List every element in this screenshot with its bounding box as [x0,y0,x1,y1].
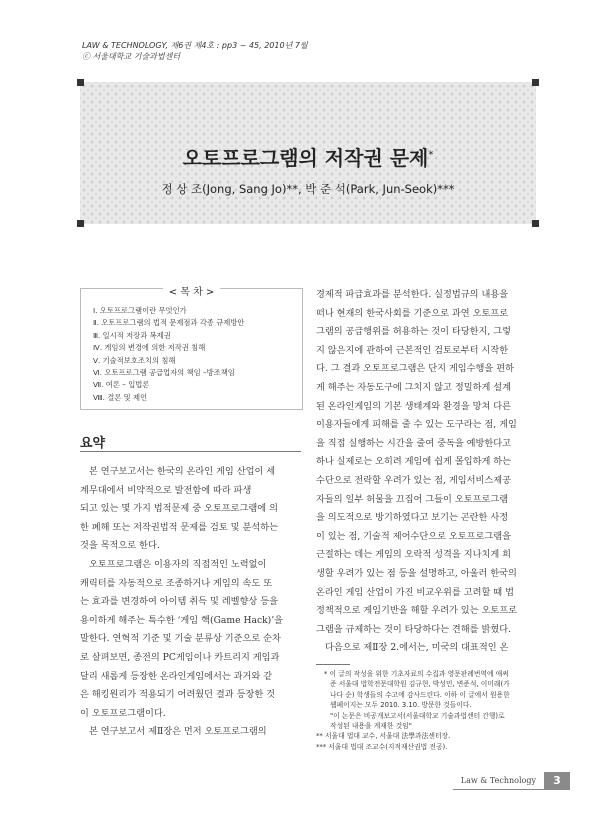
toc-item: Ⅰ. 오토프로그램이란 무엇인가 [93,306,187,315]
body-line: 다. 그 결과 오토프로그램은 단지 게임수행을 편하 [316,363,514,375]
body-line: 정책적으로 게임기반을 해할 우려가 있는 오토프로 [316,605,517,617]
body-line: 게 해주는 자동도구에 그치지 않고 정밀하게 설계 [316,381,512,393]
body-line: 그램을 규제하는 것이 타당하다는 견해를 밝혔다. [316,623,512,635]
running-header [82,40,308,62]
body-line: 지 않은지에 관하여 근본적인 검토로부터 시작한 [316,344,509,356]
body-line: 을 의도적으로 방기하였다고 보기는 곤란한 사정 [316,512,509,524]
body-line: 한 폐해 또는 저작권법적 문제를 검토 및 분석하는 [80,521,278,533]
body-line: 것을 목적으로 한다. [80,540,160,552]
body-line: 되고 있는 몇 가지 법적문제 중 오토프로그램에 의 [80,503,278,515]
body-line: 계무대에서 비약적으로 발전함에 따라 파생 [80,484,252,496]
body-line: 떠나 현재의 한국사회를 기준으로 과연 오토프로 [316,307,509,319]
body-line: 하나 실제로는 오히려 게임에 쉽게 몰입하게 하는 [316,456,512,468]
body-line: 말한다. 연혁적 기준 및 기술 분류상 기준으로 순차 [80,633,281,645]
abstract-divider [80,451,301,452]
title-banner [80,82,536,224]
footer-journal-name: Law & Technology [453,773,544,790]
body-line: 는 효과를 변경하여 아이템 취득 및 레벨향상 등을 [80,596,278,608]
article-authors: 정 상 조(Jong, Sang Jo)**, 박 준 석(Park, Jun-Seok)*** [161,182,455,196]
corner-mark [532,79,539,86]
table-of-contents [80,288,303,410]
toc-item: Ⅴ. 기술적보호조치의 침해 [93,355,176,365]
corner-mark [77,79,84,86]
body-line: 수단으로 전락할 우려가 있는 점, 게임서비스제공 [316,474,512,486]
body-line: 경제적 파급효과를 분석한다. 실정법규의 내용을 [316,289,509,300]
body-line: 을 직접 실행하는 시간을 줄여 중독을 예방한다고 [316,437,512,449]
page-number: 3 [544,772,570,790]
body-line: 이 있는 점, 기술적 제어수단으로 오토프로그램을 [316,530,512,542]
footnote-line: "이 논문은 비공개보고서(서울대학교 기술과법센터 간행)로 [330,711,505,720]
footnote-line: 나다 순) 학생들의 수고에 감사드린다. 이하 이 글에서 원용한 [330,690,510,699]
toc-item: Ⅵ. 오토프로그램 공급업자의 책임 –방조책임 [93,368,235,378]
corner-mark [77,220,84,227]
copyright-notice: ⓒ 서울대학교 기술과법센터 [82,52,181,61]
body-line: 생할 우려가 있는 점 등을 설명하고, 아울러 한국의 [316,567,517,579]
body-line: 로 살펴보면, 종전의 PC게임이나 카트리지 게임과 [80,651,280,663]
toc-item: Ⅷ. 결론 및 제언 [93,392,148,402]
footnote-line: * 이 글의 작성을 위한 기초자료의 수집과 영문판례번역에 애써 [324,670,509,678]
footnote-line: 웹페이지는 모두 2010. 3.10. 방문한 것들이다. [330,701,472,710]
footnote-divider [316,664,350,665]
body-line: 용이하게 해주는 특수한 ‘게임 핵(Game Hack)’을 [80,614,284,626]
body-line: 은 해킹원리가 적용되기 어려웠던 결과 등장한 것 [80,689,276,701]
abstract-body-right [316,286,540,658]
page-footer [453,772,570,790]
article-title: 오토프로그램의 저작권 문제* [182,146,434,170]
toc-item: Ⅶ. 여론 – 입법론 [93,380,150,390]
body-line: 된 온라인게임의 기본 생태계와 환경을 망쳐 다른 [316,400,512,412]
footnote-line: 작성된 내용을 게재한 것임" [330,722,412,731]
corner-mark [532,220,539,227]
footnote-line: ** 서울대 법대 교수, 서울대 法學과法센터장. [316,732,451,741]
body-line: 본 연구보고서는 한국의 온라인 게임 산업이 세 [89,466,276,477]
footnote-line: 준 서울대 법학전문대학원 김규현, 박성민, 변준석, 이미래(가 [330,680,510,689]
body-line: 캐릭터를 자동적으로 조종하거나 게임의 속도 또 [80,577,273,589]
body-line: 이용자들에게 피해를 줄 수 있는 도구라는 점, 게임 [316,419,517,431]
title-footnote-mark: * [428,149,434,161]
footnote-line: *** 서울대 법대 조교수(지적재산권법 전공). [316,742,448,751]
body-line: 달리 새롭게 등장한 온라인게임에서는 과거와 같 [80,670,273,682]
toc-item: Ⅱ. 오토프로그램의 법적 문제점과 각종 규제방안 [93,318,245,328]
toc-item: Ⅳ. 게임의 변경에 의한 저작권 침해 [93,343,206,353]
body-line: 근절하는 데는 게임의 오락적 성격을 지나치게 희 [316,549,512,561]
toc-heading: < 목 차 > [163,287,221,298]
journal-citation: LAW & TECHNOLOGY, 제6권 제4호 : pp3 ~ 45, 2010년 7월 [82,41,308,50]
body-line: 오토프로그램은 이용자의 직접적인 노력없이 [89,558,267,570]
body-line: 본 연구보고서 제Ⅱ장은 먼저 오토프로그램의 [89,726,267,738]
toc-item: Ⅲ. 일시적 저장과 복제권 [93,330,171,340]
footnotes [316,669,540,752]
body-line: 그램의 공급행위를 허용하는 것이 타당한지, 그렇 [316,326,512,338]
abstract-heading: 요약 [80,436,106,451]
body-line: 이 오토프로그램이다. [80,707,166,719]
abstract-body-left [80,463,301,742]
body-line: 다음으로 제Ⅱ장 2.에서는, 미국의 대표적인 온 [325,642,509,654]
body-line: 온라인 게임 산업이 가진 비교우위를 고려할 때 법 [316,586,514,598]
body-line: 자들의 일부 허물을 끄집어 그들이 오토프로그램 [316,493,509,505]
